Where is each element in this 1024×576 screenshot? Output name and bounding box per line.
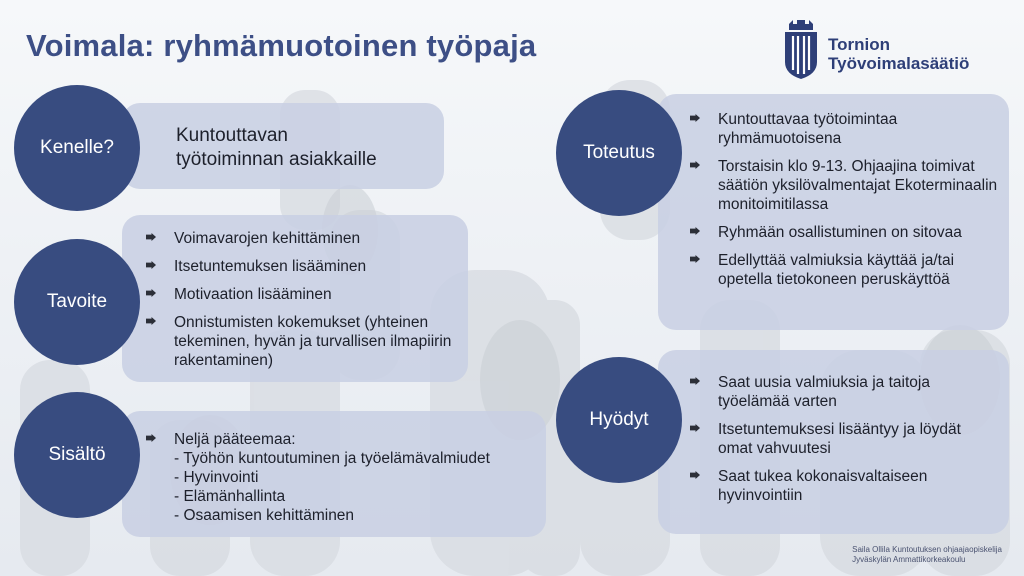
author-credit — [852, 545, 1002, 565]
sisalto-item: - Osaamisen kehittäminen — [174, 507, 355, 524]
kenelle-text — [176, 124, 436, 172]
toteutus-list — [690, 110, 1000, 289]
toteutus-item: Ryhmään osallistuminen on sitovaa — [690, 223, 1000, 242]
kenelle-text-line-2: työtoiminnan asiakkaille — [176, 149, 377, 170]
hyodyt-item: Saat tukea kokonaisvaltaiseen hyvinvointiin — [690, 467, 992, 505]
slide-title: Voimala: ryhmämuotoinen työpaja — [26, 28, 537, 63]
tower-shield-icon — [782, 18, 820, 80]
foundation-logo — [782, 18, 1004, 82]
tavoite-item: Itsetuntemuksen lisääminen — [146, 257, 458, 276]
hyodyt-item: Saat uusia valmiuksia ja taitoja työelämää varten — [690, 373, 992, 411]
sisalto-subitems — [146, 449, 542, 525]
hyodyt-list-wrapper — [690, 373, 992, 514]
credit-line-2: Jyväskylän Ammattikorkeakoulu — [852, 555, 966, 564]
tavoite-item: Voimavarojen kehittäminen — [146, 229, 458, 248]
tavoite-list — [146, 229, 458, 370]
sisalto-list — [146, 430, 542, 449]
sisalto-item: - Hyvinvointi — [174, 469, 259, 486]
tavoite-circle — [14, 239, 140, 365]
kenelle-circle — [14, 85, 140, 211]
toteutus-item: Edellyttää valmiuksia käyttää ja/tai opetella tietokoneen peruskäyttöä — [690, 251, 1000, 289]
sisalto-circle — [14, 392, 140, 518]
toteutus-label: Toteutus — [583, 142, 655, 163]
hyodyt-list — [690, 373, 992, 505]
sisalto-item: - Työhön kuntoutuminen ja työelämävalmiudet — [174, 450, 490, 467]
logo-line-2: Työvoimalasäätiö — [828, 54, 970, 73]
sisalto-heading: Neljä pääteemaa: — [146, 430, 542, 449]
hyodyt-circle — [556, 357, 682, 483]
sisalto-content — [146, 430, 542, 525]
tavoite-item: Motivaation lisääminen — [146, 285, 458, 304]
credit-line-1: Saila Ollila Kuntoutuksen ohjaajaopiskelija — [852, 545, 1002, 554]
sisalto-label: Sisältö — [48, 444, 106, 465]
hyodyt-item: Itsetuntemuksesi lisääntyy ja löydät omat vahvuutesi — [690, 420, 992, 458]
tavoite-list-wrapper — [146, 229, 458, 379]
tavoite-label: Tavoite — [46, 291, 108, 312]
toteutus-list-wrapper — [690, 110, 1000, 298]
toteutus-item: Torstaisin klo 9-13. Ohjaajina toimivat säätiön yksilövalmentajat Ekoterminaalin monitoimitilassa — [690, 157, 1000, 214]
tavoite-item: Onnistumisten kokemukset (yhteinen tekeminen, hyvän ja turvallisen ilmapiirin rakentaminen) — [146, 313, 458, 370]
hyodyt-label: Hyödyt — [589, 409, 649, 430]
kenelle-text-line-1: Kuntouttavan — [176, 125, 288, 146]
kenelle-label: Kenelle? — [40, 137, 114, 158]
sisalto-item: - Elämänhallinta — [174, 488, 286, 505]
logo-line-1: Tornion — [828, 35, 890, 54]
toteutus-item: Kuntouttavaa työtoimintaa ryhmämuotoisena — [690, 110, 1000, 148]
toteutus-circle — [556, 90, 682, 216]
